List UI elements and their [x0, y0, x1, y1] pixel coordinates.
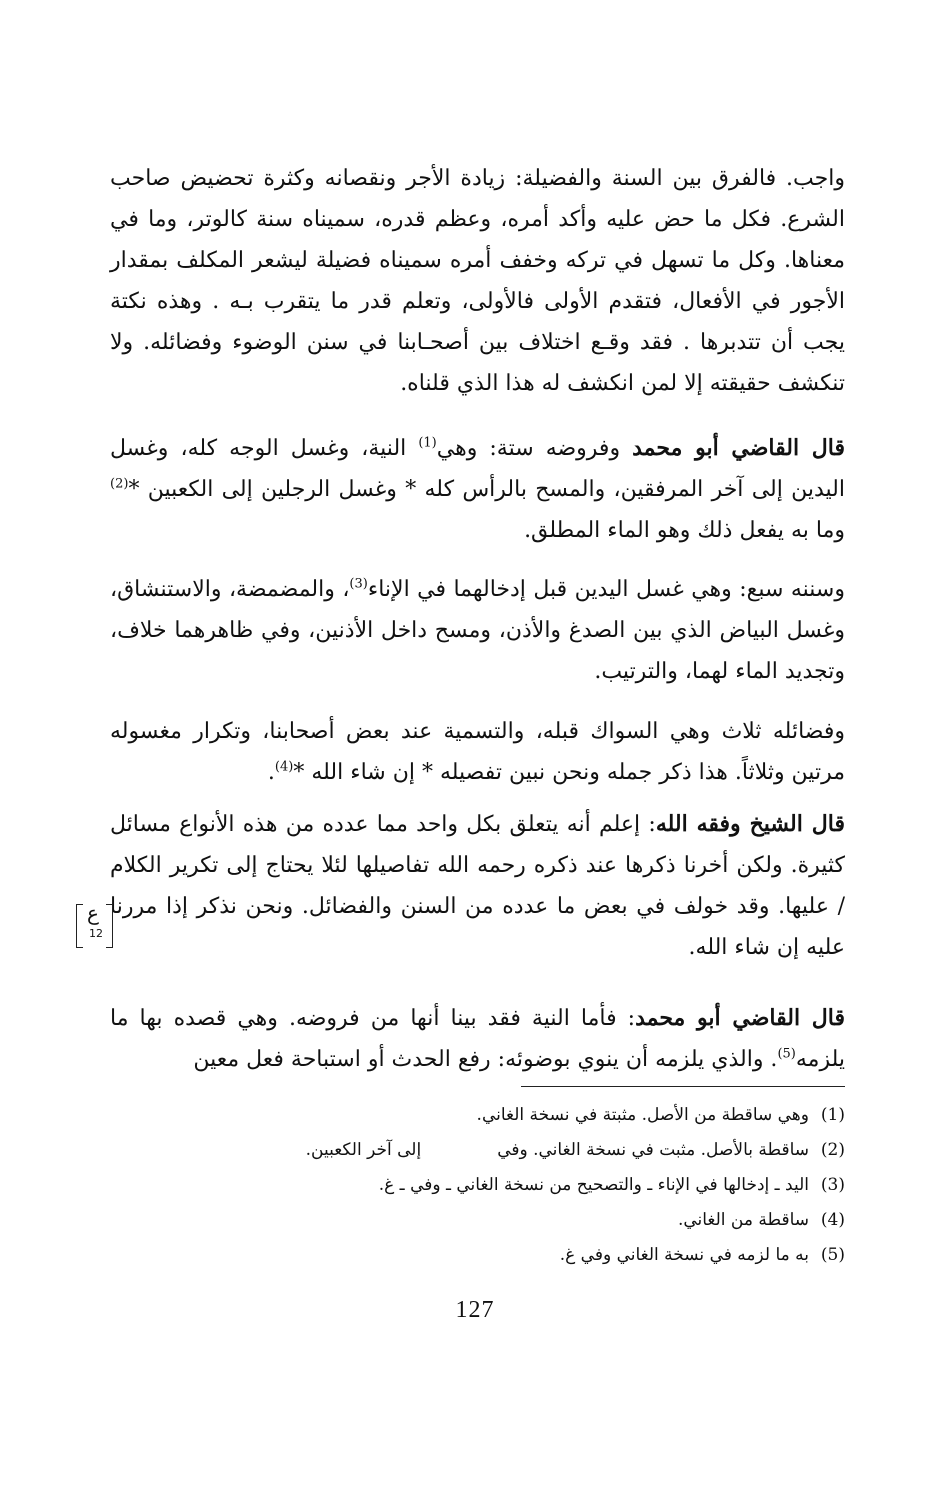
- footnote-text: وهي ساقطة من الأصل. مثبتة في نسخة الغاني.: [476, 1105, 809, 1125]
- paragraph-3-part-1: وسننه سبع: وهي غسل اليدين قبل إدخالهما في الإناء: [367, 577, 845, 602]
- footnote-ref-2[interactable]: (2): [110, 476, 129, 492]
- speaker-lead: قال القاضي أبو محمد: [632, 435, 845, 461]
- page-number: 127: [455, 1297, 495, 1323]
- footnote-text: اليد ـ إدخالها في الإناء ـ والتصحيح من نسخة الغاني ـ وفي ـ غ.: [378, 1175, 809, 1195]
- footnote-text-continued: إلى آخر الكعبين.: [305, 1140, 422, 1160]
- footnote-number: (3): [820, 1175, 845, 1195]
- folio-letter: ع: [87, 901, 99, 925]
- paragraph-4-part-1: وفضائله ثلاث وهي السواك قبله، والتسمية عند بعض أصحابنا، وتكرار مغسوله مرتين وثلاثاً. هذا ذكر جمله ونحن نبين تفصيله * إن شاء الله *: [110, 719, 845, 785]
- paragraph-2-text: [110, 428, 845, 551]
- footnotes: [110, 1098, 845, 1273]
- footnote-divider: [521, 1086, 845, 1087]
- paragraph-3-text: [110, 569, 845, 692]
- footnote-ref-3[interactable]: (3): [349, 576, 368, 592]
- paragraph-1-text: واجب. فالفرق بين السنة والفضيلة: زيادة الأجر ونقصانه وكثرة تحضيض صاحب الشرع. فكل ما حض عليه وأكد أمره، وعظم قدره، سميناه سنة كالوتر، وما في معناها. وكل ما تسهل في تركه وخفف أمره سميناه فضيلة ليشعر المكلف بمقدار الأجور في الأفعال، فتقدم الأولى فالأولى، وتعلم قدر ما يتقرب بـه . وهذه نكتة يجب أن تتدبرها . فقد وقـع اختلاف بين أصحـابنا في سنن الوضوء وفضائله. ولا تنكشف حقيقته إلا لمن انكشف له هذا الذي قلناه.: [110, 166, 845, 396]
- paragraph-4-text: [110, 711, 845, 793]
- footnote-text: ساقطة من الغاني.: [677, 1210, 809, 1230]
- footnote-ref-5[interactable]: (5): [777, 1046, 796, 1062]
- footnote-number: (2): [820, 1140, 845, 1160]
- paragraph-2-part-1: وفروضه ستة: وهي: [436, 436, 633, 461]
- bracket-left: [76, 904, 83, 948]
- bracket-right: [106, 904, 113, 948]
- footnote-ref-4[interactable]: (4): [274, 759, 294, 775]
- footnote-4: [110, 1203, 845, 1238]
- footnote-text: ساقطة بالأصل. مثبت في نسخة الغاني. وفي: [497, 1140, 809, 1160]
- paragraph-3-part-2: ، والمضمضة، والاستنشاق، وغسل البياض الذي بين الصدغ والأذن، ومسح داخل الأذنين، وفي ظاهرهما خلاف، وتجديد الماء لهما، والترتيب.: [110, 577, 845, 684]
- paragraph-5-text: [110, 804, 845, 968]
- footnote-number: (5): [820, 1245, 845, 1265]
- paragraph-6-part-2: . والذي يلزمه أن ينوي بوضوئه: رفع الحدث أو استباحة فعل معين: [193, 1047, 778, 1072]
- footnote-2: [110, 1133, 845, 1168]
- footnote-number: (4): [820, 1210, 845, 1230]
- footnote-1: [110, 1098, 845, 1133]
- speaker-lead: قال الشيخ وفقه الله: [655, 811, 845, 837]
- manuscript-folio-marker: [76, 900, 116, 952]
- paragraph-3: [110, 569, 845, 692]
- speaker-lead: قال القاضي أبو محمد: [635, 1005, 845, 1031]
- paragraph-6: [110, 998, 845, 1080]
- paragraph-4-part-2: .: [267, 760, 275, 785]
- footnote-ref-1[interactable]: (1): [418, 435, 437, 451]
- paragraph-5-rest: : إعلم أنه يتعلق بكل واحد مما عدده من هذه الأنواع مسائل كثيرة. ولكن أخرنا ذكرها عند ذكره رحمه الله تفاصيلها لئلا يحتاج إلى تكرير الكلام / عليها. وقد خولف في بعض ما عدده من السنن والفضائل. ونحن نذكر إذا مررنا عليه إن شاء الله.: [110, 812, 845, 960]
- paragraph-4: [110, 711, 845, 793]
- folio-number: 12: [89, 927, 103, 940]
- paragraph-1: [110, 158, 845, 404]
- paragraph-2-part-3: وما به يفعل ذلك وهو الماء المطلق.: [524, 518, 845, 543]
- paragraph-6-text: [110, 998, 845, 1080]
- footnote-number: (1): [820, 1105, 845, 1125]
- paragraph-5: [110, 804, 845, 968]
- footnote-text: به ما لزمه في نسخة الغاني وفي غ.: [559, 1245, 809, 1265]
- paragraph-2-part-2: النية، وغسل الوجه كله، وغسل اليدين إلى آخر المرفقين، والمسح بالرأس كله * وغسل الرجلين إلى الكعبين *: [110, 436, 845, 502]
- paragraph-6-part-1: : فأما النية فقد بينا أنها من فروضه. وهي قصده بها ما يلزمه: [110, 1006, 845, 1072]
- footnote-3: [110, 1168, 845, 1203]
- paragraph-2: [110, 428, 845, 551]
- footnote-5: [110, 1238, 845, 1273]
